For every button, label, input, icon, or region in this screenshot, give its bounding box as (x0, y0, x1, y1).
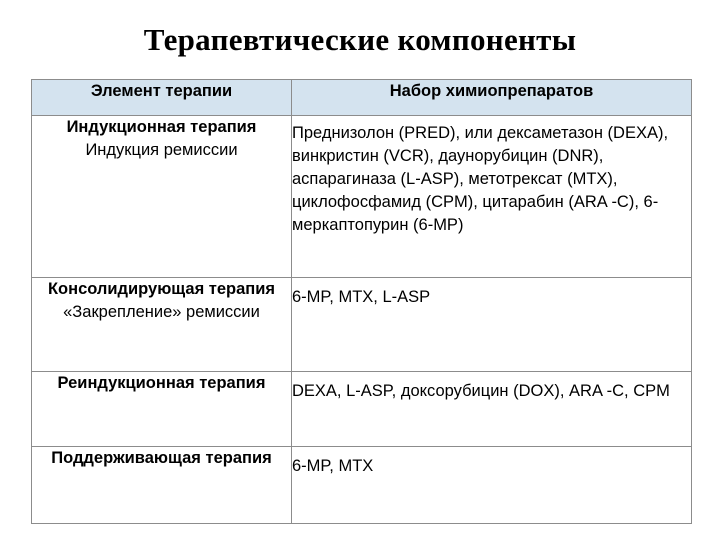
table-row (32, 278, 692, 372)
table-row (32, 372, 692, 447)
element-subtitle: «Закрепление» ремиссии (63, 303, 260, 321)
element-name: Поддерживающая терапия (51, 449, 272, 467)
table-row (32, 447, 692, 524)
element-subtitle: Индукция ремиссии (85, 141, 238, 159)
element-cell (32, 278, 292, 372)
drugs-cell: DEXA, L-ASP, доксорубицин (DOX), ARA -C, CPM (292, 372, 692, 447)
table-header-row (32, 80, 692, 116)
element-name: Консолидирующая терапия (47, 280, 276, 298)
element-cell (32, 447, 292, 524)
element-name: Реиндукционная терапия (57, 374, 266, 392)
drugs-cell: Преднизолон (PRED), или дексаметазон (DEXA), винкристин (VCR), даунорубицин (DNR), аспарагиназа (L-ASP), метотрексат (MTX), циклофосфамид (CPM), цитарабин (ARA -C), 6-меркаптопурин (6-MP) (292, 116, 692, 278)
therapy-components-table (31, 79, 692, 524)
element-cell (32, 372, 292, 447)
element-cell (32, 116, 292, 278)
drugs-cell: 6-MP, MTX (292, 447, 692, 524)
table-row (32, 116, 692, 278)
header-drugs: Набор химиопрепаратов (292, 80, 692, 116)
drugs-cell: 6-MP, MTX, L-ASP (292, 278, 692, 372)
element-name: Индукционная терапия (66, 118, 257, 136)
header-element: Элемент терапии (32, 80, 292, 116)
page-title: Терапевтические компоненты (143, 22, 577, 57)
